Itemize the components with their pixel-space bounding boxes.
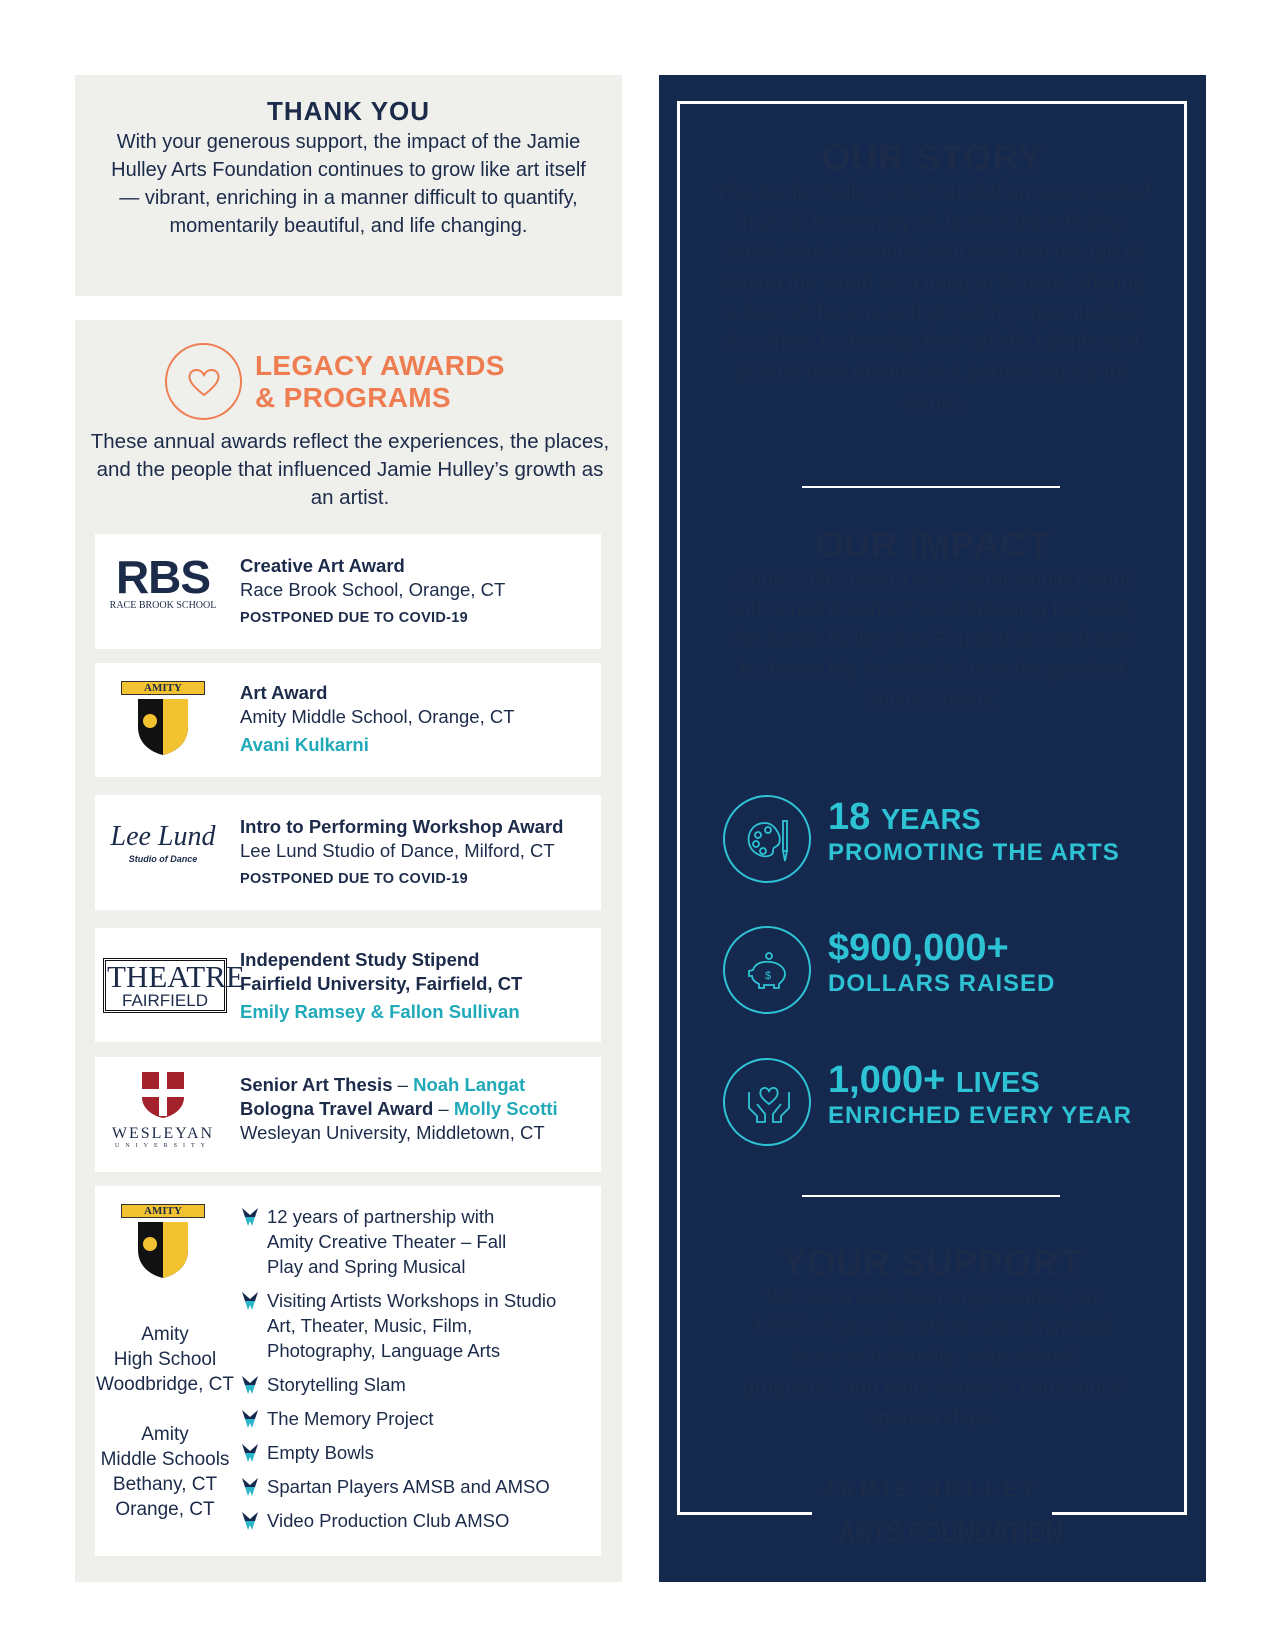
- list-item: [240, 1508, 560, 1533]
- foundation-logo: [812, 1478, 1063, 1560]
- butterfly-icon: [240, 1409, 260, 1435]
- school-line: Middle Schools: [100, 1449, 230, 1470]
- thank-you-title: THANK YOU: [266, 96, 431, 126]
- program-text: Spartan Players AMSB and AMSO: [267, 1476, 550, 1497]
- award-title: Bologna Travel Award: [240, 1098, 434, 1119]
- stat-unit: LIVES: [955, 1067, 1040, 1099]
- our-story-section: [659, 138, 1206, 418]
- school-label-high: [95, 1322, 235, 1397]
- divider: [802, 486, 1060, 488]
- award-card: [95, 795, 601, 910]
- school-label-middle: [95, 1422, 235, 1522]
- butterfly-icon: [240, 1291, 260, 1317]
- award-place: Amity Middle School, Orange, CT: [240, 706, 515, 727]
- your-support-section: [659, 1243, 1206, 1433]
- brand-line1: JAMIE HULLEY: [822, 1479, 1042, 1501]
- butterfly-icon: [240, 1477, 260, 1503]
- piggy-bank-icon: [723, 926, 811, 1014]
- stat-label: DOLLARS RAISED: [828, 970, 1056, 997]
- award-place: Race Brook School, Orange, CT: [240, 579, 506, 600]
- impact-title: OUR IMPACT: [814, 524, 1051, 565]
- logo-text: WESLEYAN: [111, 1125, 215, 1142]
- stat-value: 18: [828, 796, 871, 838]
- school-line: Amity: [141, 1324, 189, 1345]
- our-impact-section: [659, 525, 1206, 715]
- butterfly-icon: [240, 1443, 260, 1469]
- story-text: The Jamie Hulley Arts Foundation was created in 2002 in memory of Jamie Alaine Hulley. Jamie was a creative soul who had the gift of seeing the world as a thing of beauty. Sharing a love of the arts and providing opportunities for others to develop their artistic talents and pursue their dreams is a perfect legacy for Jamie.: [715, 181, 1150, 414]
- story-title: OUR STORY: [821, 137, 1044, 178]
- school-line: Bethany, CT: [112, 1474, 218, 1495]
- award-title: Independent Study Stipend: [240, 949, 480, 970]
- butterfly-icon: [240, 1375, 260, 1401]
- award-place: Wesleyan University, Middletown, CT: [240, 1122, 545, 1143]
- logo-subtext: RACE BROOK SCHOOL: [109, 600, 217, 611]
- legacy-description: These annual awards reflect the experiences, the places, and the people that influenced Jamie Hulley’s growth as an artist.: [90, 430, 610, 509]
- program-text: Visiting Artists Workshops in Studio Art, Theater, Music, Film, Photography, Language Arts: [267, 1290, 557, 1361]
- award-recipient: Noah Langat: [413, 1074, 526, 1095]
- list-item: [240, 1440, 560, 1465]
- program-text: Storytelling Slam: [267, 1374, 406, 1395]
- award-title: Senior Art Thesis: [240, 1074, 393, 1095]
- programs-card: [95, 1186, 601, 1556]
- lee-lund-logo: [103, 820, 223, 864]
- wesleyan-logo: [103, 1071, 223, 1149]
- hands-heart-icon: [723, 1058, 811, 1146]
- separator: –: [433, 1098, 454, 1119]
- list-item: [240, 1204, 520, 1279]
- stat-label: ENRICHED EVERY YEAR: [828, 1102, 1132, 1129]
- logo-text: THEATRE: [107, 959, 245, 994]
- logo-text: AMITY: [121, 1204, 205, 1218]
- logo-subtext: Studio of Dance: [128, 854, 198, 864]
- program-text: Empty Bowls: [267, 1442, 374, 1463]
- butterfly-icon: ✕: [926, 1502, 938, 1516]
- list-item: [240, 1288, 560, 1363]
- award-place: Lee Lund Studio of Dance, Milford, CT: [240, 840, 555, 861]
- svg-text:$: $: [765, 970, 772, 982]
- award-recipient: Emily Ramsey & Fallon Sullivan: [240, 1001, 520, 1022]
- program-text: The Memory Project: [267, 1408, 434, 1429]
- award-title: Art Award: [240, 682, 328, 703]
- palette-icon: [723, 795, 811, 883]
- program-list: [240, 1204, 560, 1542]
- school-line: High School: [113, 1349, 217, 1370]
- school-line: Orange, CT: [115, 1499, 215, 1520]
- award-title: Intro to Performing Workshop Award: [240, 816, 564, 837]
- stat-label: PROMOTING THE ARTS: [828, 839, 1120, 866]
- list-item: [240, 1406, 560, 1431]
- separator: –: [392, 1074, 414, 1095]
- program-text: Video Production Club AMSO: [267, 1510, 510, 1531]
- support-title: YOUR SUPPORT: [782, 1242, 1083, 1283]
- award-title: Creative Art Award: [240, 555, 405, 576]
- amity-crest-logo: [103, 1204, 223, 1282]
- support-text: We are a volunteer organization, so 100% of your donations are reinvested in our scholarship, educational programs, and early career & community sponsorships.: [742, 1286, 1123, 1429]
- award-recipient: Molly Scotti: [453, 1098, 558, 1119]
- thank-you-text: With your generous support, the impact of the Jamie Hulley Arts Foundation continues to grow like art itself — vibrant, enriching in a manner difficult to quantify, momentarily beautiful, and life changing.: [111, 130, 586, 237]
- list-item: [240, 1474, 560, 1499]
- butterfly-icon: [240, 1207, 260, 1233]
- stat-unit: YEARS: [880, 804, 981, 836]
- legacy-title-line1: LEGACY AWARDS: [255, 350, 505, 381]
- stat-value: $900,000+: [828, 927, 1009, 969]
- theatre-fairfield-logo: [103, 958, 245, 1013]
- award-recipient: Avani Kulkarni: [240, 734, 369, 755]
- impact-text: Jamie’s life mantra was “what would I want with small dreams?” And following her lead, the Jamie Hulley Arts Foundation continues to dream big in order to have the greatest artistic impact.: [730, 568, 1135, 711]
- logo-text: Lee Lund: [110, 821, 216, 852]
- award-place: Fairfield University, Fairfield, CT: [240, 973, 523, 994]
- brand-line2: ARTS FOUNDATION: [838, 1516, 1063, 1549]
- award-card: [95, 1057, 601, 1172]
- legacy-title: [255, 350, 505, 414]
- award-status: POSTPONED DUE TO COVID-19: [240, 610, 468, 626]
- award-card: [95, 663, 601, 777]
- school-line: Woodbridge, CT: [96, 1374, 234, 1395]
- amity-crest-logo: [103, 681, 223, 759]
- award-card: [95, 534, 601, 649]
- thank-you-box: [75, 75, 622, 296]
- race-brook-logo: [103, 551, 223, 611]
- butterfly-icon: [240, 1511, 260, 1537]
- school-line: Amity: [141, 1424, 189, 1445]
- list-item: [240, 1372, 560, 1397]
- heart-icon: [165, 343, 242, 420]
- stat-value: 1,000+: [828, 1059, 946, 1101]
- legacy-title-line2: & PROGRAMS: [255, 382, 451, 413]
- logo-text: RBS: [115, 551, 211, 603]
- divider: [802, 1195, 1060, 1197]
- logo-text: AMITY: [121, 681, 205, 695]
- award-card: [95, 928, 601, 1042]
- logo-subtext: UNIVERSITY: [115, 1143, 211, 1149]
- logo-subtext: FAIRFIELD: [122, 991, 208, 1010]
- award-status: POSTPONED DUE TO COVID-19: [240, 871, 468, 887]
- program-text: 12 years of partnership with Amity Creative Theater – Fall Play and Spring Musical: [267, 1206, 507, 1277]
